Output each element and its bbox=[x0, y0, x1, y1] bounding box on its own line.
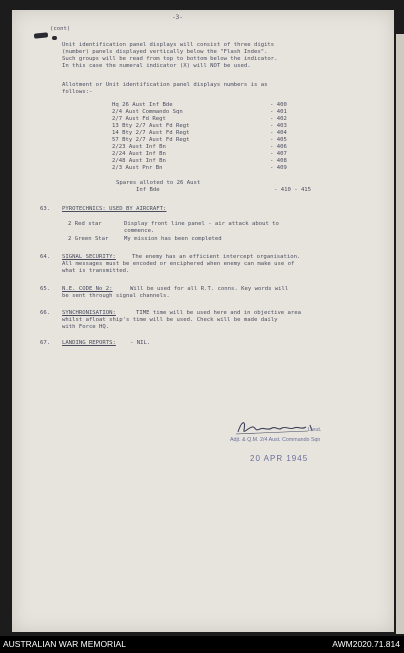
section-number: 64. bbox=[40, 254, 51, 260]
section-line: All messages must be encoded or enciphered when enemy can make use of bbox=[62, 261, 295, 267]
allotment-value: - 409 bbox=[270, 165, 287, 171]
allotment-unit: 2/23 Aust Inf Bn bbox=[112, 144, 166, 150]
allotment-value: - 403 bbox=[270, 123, 287, 129]
allotment-unit: 2/4 Aust Commando Sqn bbox=[112, 109, 183, 115]
section-line: with Force HQ. bbox=[62, 324, 110, 330]
stamp-date: 20 APR 1945 bbox=[250, 454, 309, 463]
intro-line: (number) panels displayed vertically below the "Flash Index". bbox=[62, 49, 268, 55]
allotment-line: follows:- bbox=[62, 89, 93, 95]
allotment-unit: 2/3 Aust Pnr Bn bbox=[112, 165, 163, 171]
archive-footer bbox=[0, 636, 404, 653]
intro-line: In this case the numeral indicator (X) will NOT be used. bbox=[62, 63, 251, 69]
allotment-unit: 13 Bty 2/7 Aust Fd Regt bbox=[112, 123, 190, 129]
section-heading: LANDING REPORTS: bbox=[62, 340, 116, 346]
spares-line: Spares alloted to 26 Aust bbox=[116, 180, 201, 186]
allotment-value: - 407 bbox=[270, 151, 287, 157]
pyro-desc: My mission has been completed bbox=[124, 236, 222, 242]
stamp-role: Adjt. & Q.M. 2/4 Aust. Commando Sqn bbox=[230, 437, 321, 443]
intro-line: Unit identification panel displays will consist of three digits bbox=[62, 42, 275, 48]
allotment-value: - 408 bbox=[270, 158, 287, 164]
allotment-value: - 401 bbox=[270, 109, 287, 115]
allotment-value: - 404 bbox=[270, 130, 287, 136]
section-line: The enemy has an efficient intercept organisation. bbox=[132, 254, 301, 260]
allotment-value: - 400 bbox=[270, 102, 287, 108]
allotment-unit: 2/7 Aust Fd Regt bbox=[112, 116, 166, 122]
intro-line: Such groups will be read from top to bottom below the indicator. bbox=[62, 56, 278, 62]
typed-text bbox=[12, 10, 394, 632]
continued-label: (cont) bbox=[50, 26, 71, 32]
page-number: -3- bbox=[172, 14, 183, 21]
pyro-item: 2 Green Star bbox=[68, 236, 109, 242]
section-line: TIME time will be used here and in objective area bbox=[136, 310, 302, 316]
allotment-unit: 57 Bty 2/7 Aust Fd Regt bbox=[112, 137, 190, 143]
section-heading: PYROTECHNICS: USED BY AIRCRAFT: bbox=[62, 206, 167, 212]
section-number: 66. bbox=[40, 310, 51, 316]
allotment-unit: Hq 26 Aust Inf Bde bbox=[112, 102, 173, 108]
section-number: 65. bbox=[40, 286, 51, 292]
section-line: - NIL. bbox=[130, 340, 151, 346]
section-heading: N.E. CODE No 2: bbox=[62, 286, 113, 292]
pyro-desc: commence. bbox=[124, 228, 155, 234]
section-line: whilst afloat ship's time will be used. Check will be made daily bbox=[62, 317, 278, 323]
spares-line: Inf Bde bbox=[136, 187, 160, 193]
footer-source: AUSTRALIAN WAR MEMORIAL bbox=[3, 639, 126, 649]
allotment-line: Allotment or Unit identification panel displays numbers is as bbox=[62, 82, 268, 88]
allotment-unit: 14 Bty 2/7 Aust Fd Regt bbox=[112, 130, 190, 136]
spares-value: - 410 - 415 bbox=[274, 187, 312, 193]
allotment-unit: 2/48 Aust Inf Bn bbox=[112, 158, 166, 164]
allotment-value: - 406 bbox=[270, 144, 287, 150]
section-heading: SYNCHRONISATION: bbox=[62, 310, 116, 316]
stamp-rank: Lieut. bbox=[308, 427, 322, 433]
section-heading: SIGNAL SECURITY: bbox=[62, 254, 116, 260]
footer-accession: AWM2020.71.814 bbox=[332, 639, 400, 649]
section-line: be sent through signal channels. bbox=[62, 293, 170, 299]
allotment-value: - 405 bbox=[270, 137, 287, 143]
section-line: Will be used for all R.T. conns. Key words will bbox=[130, 286, 289, 292]
section-number: 67. bbox=[40, 340, 51, 346]
document-page bbox=[12, 10, 394, 632]
page-edge bbox=[396, 34, 404, 634]
pyro-desc: Display front line panel - air attack about to bbox=[124, 221, 279, 227]
allotment-unit: 2/24 Aust Inf Bn bbox=[112, 151, 166, 157]
pyro-item: 2 Red star bbox=[68, 221, 102, 227]
section-number: 63. bbox=[40, 206, 51, 212]
section-line: what is transmitted. bbox=[62, 268, 130, 274]
allotment-value: - 402 bbox=[270, 116, 287, 122]
